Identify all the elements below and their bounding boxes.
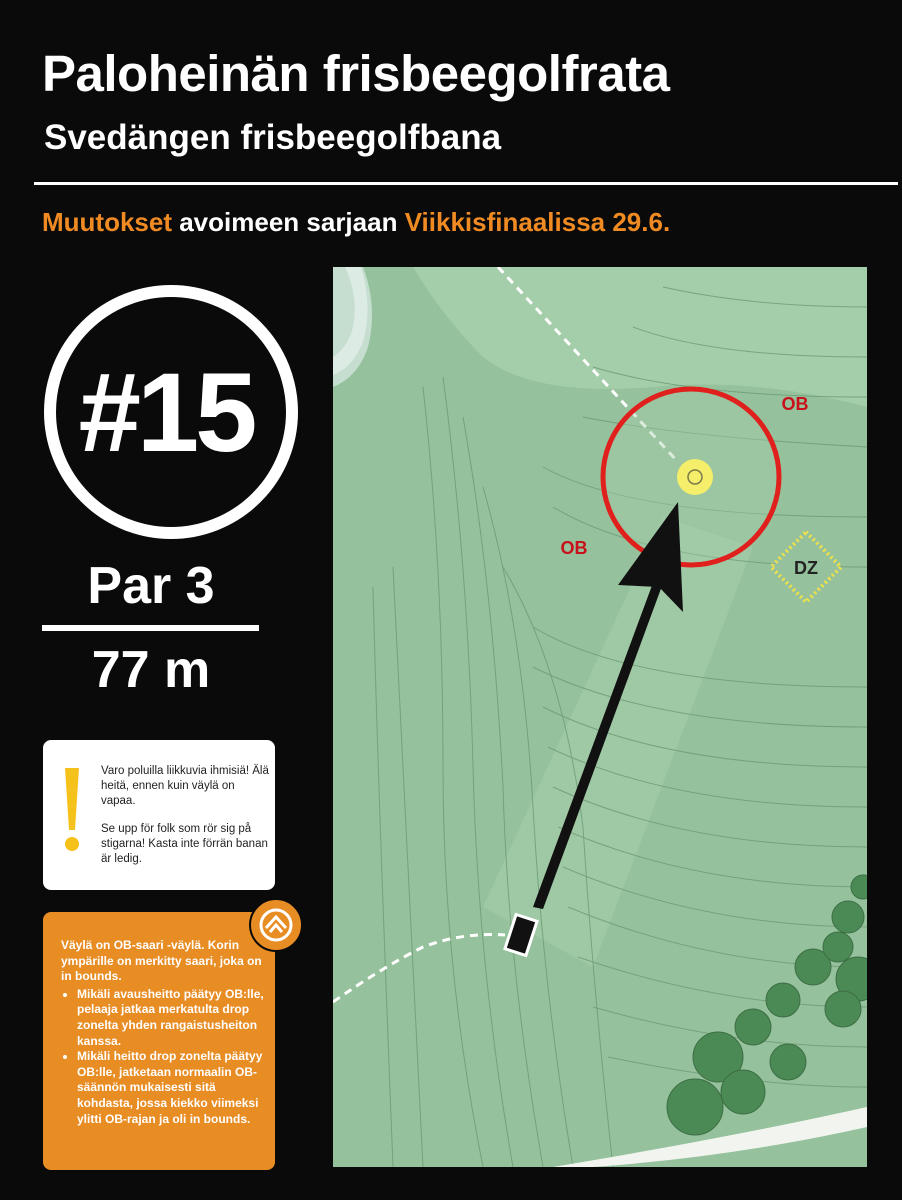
info-bullet: • Mikäli heitto drop zonelta päätyy OB:lle, jatketaan normaalin OB-säännön mukaisesti sitä kohdasta, jossa kiekko viimeksi ylitti OB-rajan ja oli in bounds. xyxy=(77,1049,273,1127)
tree xyxy=(832,901,864,933)
info-box xyxy=(43,912,275,1170)
warning-text xyxy=(101,764,269,879)
ob-label-left: OB xyxy=(560,538,588,558)
par-value: Par 3 xyxy=(87,557,215,615)
tree xyxy=(766,983,800,1017)
helsinki-sports-logo-icon xyxy=(249,898,303,952)
page-title: Paloheinän frisbeegolfrata xyxy=(42,45,670,102)
exclamation-icon xyxy=(61,766,83,856)
basket-icon xyxy=(677,459,713,495)
dz-label: DZ xyxy=(794,558,818,578)
tree xyxy=(823,932,853,962)
header-divider xyxy=(34,182,898,185)
hole-map xyxy=(333,267,867,1167)
page-subtitle: Svedängen frisbeegolfbana xyxy=(44,118,502,157)
info-list xyxy=(61,987,273,1127)
tree xyxy=(721,1070,765,1114)
hole-number: #15 xyxy=(78,349,254,475)
warning-text-fi: Varo poluilla liikkuvia ihmisiä! Älä heitä, ennen kuin väylä on vapaa. xyxy=(101,765,269,808)
tree xyxy=(667,1079,723,1135)
notice-highlight-1: Muutokset xyxy=(42,207,172,237)
par-divider xyxy=(42,625,259,631)
notice-line xyxy=(42,208,670,237)
hole-distance: 77 m xyxy=(91,641,211,699)
tree xyxy=(825,991,861,1027)
hole-number-badge xyxy=(44,285,298,539)
tree xyxy=(735,1009,771,1045)
info-intro: Väylä on OB-saari -väylä. Korin ympärille on merkitty saari, joka on in bounds. xyxy=(61,938,262,984)
warning-text-sv: Se upp för folk som rör sig på stigarna! Kasta inte förrän banan är ledig. xyxy=(101,822,268,865)
warning-box xyxy=(43,740,275,890)
info-bullet: • Mikäli avausheitto päätyy OB:lle, pelaaja jatkaa merkatulta drop zonelta yhden rangaistusheiton kanssa. xyxy=(77,987,273,1049)
notice-text: avoimeen sarjaan xyxy=(172,207,405,237)
info-text xyxy=(61,938,273,1127)
ob-label-right: OB xyxy=(781,394,809,414)
tree xyxy=(770,1044,806,1080)
notice-highlight-2: Viikkisfinaalissa 29.6. xyxy=(404,207,671,237)
hole-map-drawing xyxy=(333,267,867,1167)
